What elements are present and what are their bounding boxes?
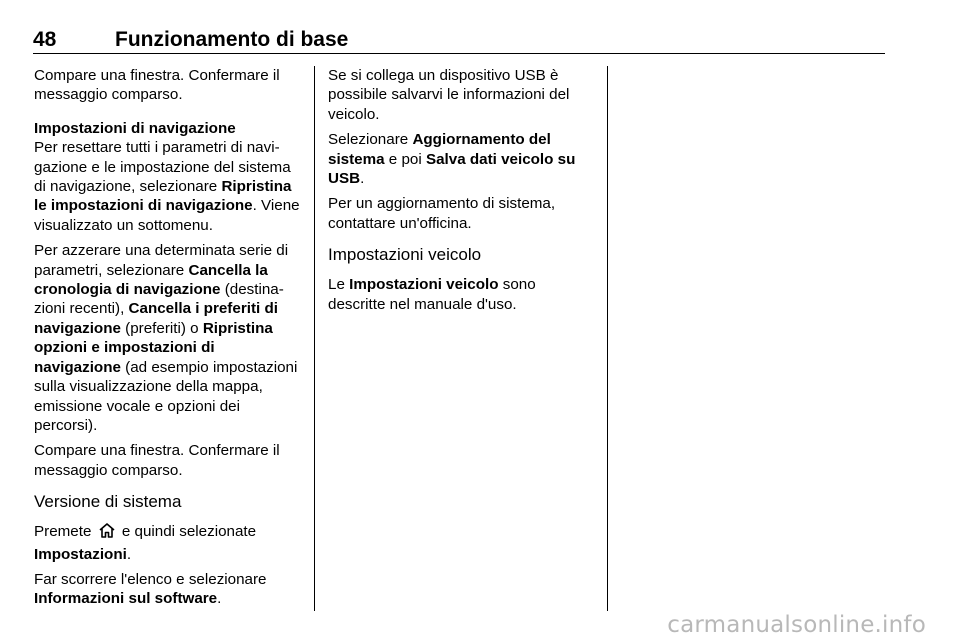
paragraph: Far scorrere l'elenco e selezionare Informazioni sul software. — [34, 570, 267, 608]
paragraph: Premete e quindi selezionate Impostazioni. — [34, 523, 257, 563]
watermark: carmanualsonline.info — [667, 612, 926, 638]
header-rule — [33, 53, 885, 54]
column-middle — [328, 66, 596, 320]
running-title: Funzionamento di base — [115, 28, 349, 51]
paragraph: Per un aggiornamento di sistema, contattare un'officina. — [328, 195, 556, 232]
section-heading-system-version: Versione di sistema — [34, 492, 182, 512]
home-icon — [98, 522, 116, 544]
paragraph: Se si collega un dispositivo USB è possibile salvarvi le informazioni del veicolo. — [328, 67, 570, 123]
paragraph: Impostazioni di navigazione Per resettare tutti i parametri di navigazione e le impostazione del sistema di navigazione, selezionare Ripristina le impostazioni di navigazione. Viene visualizzato un sottomenu. — [34, 119, 302, 235]
paragraph: Compare una finestra. Confermare il messaggio comparso. — [34, 67, 280, 104]
paragraph: Selezionare Aggiornamento del sistema e poi Salva dati veicolo su USB. — [328, 131, 576, 188]
paragraph: Le Impostazioni veicolo sono descritte nel manuale d'uso. — [328, 276, 536, 313]
page-number: 48 — [33, 28, 57, 51]
column-left — [34, 66, 302, 615]
column-divider — [314, 66, 315, 611]
paragraph: Compare una finestra. Confermare il messaggio comparso. — [34, 442, 280, 479]
paragraph: Per azzerare una determinata serie di parametri, selezionare Cancella la cronologia di navigazione (destinazioni recenti), Cancella i preferiti di navigazione (preferiti) o Ripristina opzioni e impostazioni di navigazione (ad esempio impostazioni sulla visualizzazione della mappa, emissione vocale e opzioni dei percorsi). — [34, 242, 298, 434]
section-heading-vehicle-settings: Impostazioni veicolo — [328, 245, 482, 265]
page-header — [33, 28, 885, 52]
column-divider — [607, 66, 608, 611]
subheading-navigation-settings: Impostazioni di navigazione — [34, 119, 236, 137]
